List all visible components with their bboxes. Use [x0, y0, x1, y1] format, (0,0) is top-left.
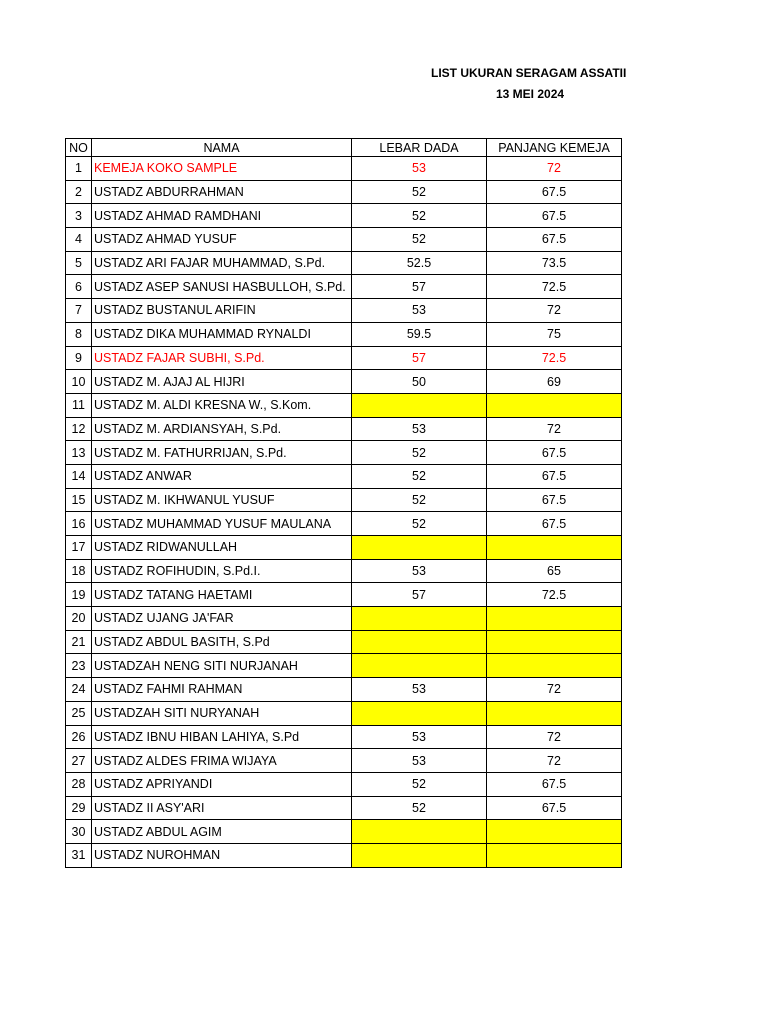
cell-lebar-dada: 53 [352, 678, 487, 702]
cell-panjang-kemeja [487, 654, 622, 678]
table-row [66, 678, 622, 702]
cell-panjang-kemeja: 72 [487, 157, 622, 181]
cell-lebar-dada: 52 [352, 228, 487, 252]
cell-nama: USTADZ ABDURRAHMAN [92, 180, 352, 204]
cell-lebar-dada: 53 [352, 725, 487, 749]
cell-no: 24 [66, 678, 92, 702]
cell-lebar-dada: 52 [352, 772, 487, 796]
cell-no: 16 [66, 512, 92, 536]
cell-lebar-dada [352, 393, 487, 417]
table-row [66, 417, 622, 441]
cell-no: 12 [66, 417, 92, 441]
cell-no: 8 [66, 322, 92, 346]
cell-panjang-kemeja: 72 [487, 299, 622, 323]
table-row [66, 536, 622, 560]
cell-no: 25 [66, 701, 92, 725]
cell-lebar-dada: 52 [352, 441, 487, 465]
cell-lebar-dada: 53 [352, 417, 487, 441]
cell-nama: KEMEJA KOKO SAMPLE [92, 157, 352, 181]
cell-panjang-kemeja [487, 536, 622, 560]
cell-lebar-dada: 52.5 [352, 251, 487, 275]
table-row [66, 749, 622, 773]
cell-no: 18 [66, 559, 92, 583]
header-panjang-kemeja: PANJANG KEMEJA [487, 139, 622, 157]
table-row [66, 512, 622, 536]
table-row [66, 275, 622, 299]
cell-no: 6 [66, 275, 92, 299]
cell-lebar-dada [352, 654, 487, 678]
cell-nama: USTADZ FAJAR SUBHI, S.Pd. [92, 346, 352, 370]
cell-nama: USTADZ ABDUL BASITH, S.Pd [92, 630, 352, 654]
header-nama: NAMA [92, 139, 352, 157]
cell-nama: USTADZ IBNU HIBAN LAHIYA, S.Pd [92, 725, 352, 749]
cell-no: 1 [66, 157, 92, 181]
table-row [66, 393, 622, 417]
table-body [66, 157, 622, 868]
cell-no: 29 [66, 796, 92, 820]
cell-panjang-kemeja: 75 [487, 322, 622, 346]
cell-nama: USTADZ ARI FAJAR MUHAMMAD, S.Pd. [92, 251, 352, 275]
cell-no: 14 [66, 464, 92, 488]
table-row [66, 772, 622, 796]
cell-lebar-dada: 52 [352, 488, 487, 512]
cell-panjang-kemeja: 67.5 [487, 488, 622, 512]
uniform-size-table [65, 138, 622, 868]
cell-panjang-kemeja: 67.5 [487, 464, 622, 488]
cell-nama: USTADZ ROFIHUDIN, S.Pd.I. [92, 559, 352, 583]
table-row [66, 228, 622, 252]
cell-panjang-kemeja [487, 607, 622, 631]
cell-no: 27 [66, 749, 92, 773]
cell-no: 17 [66, 536, 92, 560]
cell-nama: USTADZ UJANG JA'FAR [92, 607, 352, 631]
cell-lebar-dada: 50 [352, 370, 487, 394]
document-title [430, 66, 630, 102]
cell-panjang-kemeja: 72 [487, 678, 622, 702]
table-row [66, 441, 622, 465]
table-row [66, 370, 622, 394]
header-no: NO [66, 139, 92, 157]
cell-no: 26 [66, 725, 92, 749]
cell-panjang-kemeja: 69 [487, 370, 622, 394]
table-row [66, 464, 622, 488]
title-line-1: LIST UKURAN SERAGAM ASSATII [431, 66, 627, 80]
cell-lebar-dada: 52 [352, 180, 487, 204]
table-header [66, 139, 622, 157]
header-row [66, 139, 622, 157]
cell-lebar-dada: 52 [352, 464, 487, 488]
cell-lebar-dada: 53 [352, 299, 487, 323]
table-row [66, 654, 622, 678]
cell-panjang-kemeja: 67.5 [487, 180, 622, 204]
cell-panjang-kemeja [487, 843, 622, 867]
cell-no: 4 [66, 228, 92, 252]
cell-no: 30 [66, 820, 92, 844]
cell-no: 11 [66, 393, 92, 417]
cell-lebar-dada: 57 [352, 275, 487, 299]
cell-nama: USTADZ NUROHMAN [92, 843, 352, 867]
table-row [66, 725, 622, 749]
table-row [66, 796, 622, 820]
cell-panjang-kemeja [487, 630, 622, 654]
cell-lebar-dada [352, 820, 487, 844]
cell-panjang-kemeja: 67.5 [487, 772, 622, 796]
cell-lebar-dada: 52 [352, 512, 487, 536]
cell-panjang-kemeja: 65 [487, 559, 622, 583]
cell-panjang-kemeja [487, 820, 622, 844]
cell-nama: USTADZ DIKA MUHAMMAD RYNALDI [92, 322, 352, 346]
cell-panjang-kemeja: 72 [487, 417, 622, 441]
cell-nama: USTADZ ANWAR [92, 464, 352, 488]
cell-nama: USTADZ M. ALDI KRESNA W., S.Kom. [92, 393, 352, 417]
cell-no: 3 [66, 204, 92, 228]
cell-panjang-kemeja: 67.5 [487, 204, 622, 228]
cell-no: 7 [66, 299, 92, 323]
cell-nama: USTADZAH NENG SITI NURJANAH [92, 654, 352, 678]
table-row [66, 559, 622, 583]
cell-no: 9 [66, 346, 92, 370]
cell-panjang-kemeja: 67.5 [487, 441, 622, 465]
cell-nama: USTADZ M. ARDIANSYAH, S.Pd. [92, 417, 352, 441]
cell-panjang-kemeja: 67.5 [487, 512, 622, 536]
cell-nama: USTADZ RIDWANULLAH [92, 536, 352, 560]
cell-nama: USTADZ M. FATHURRIJAN, S.Pd. [92, 441, 352, 465]
cell-no: 23 [66, 654, 92, 678]
cell-no: 5 [66, 251, 92, 275]
cell-no: 28 [66, 772, 92, 796]
table-row [66, 583, 622, 607]
title-date: 13 MEI 2024 [496, 87, 565, 101]
table-row [66, 346, 622, 370]
cell-panjang-kemeja: 67.5 [487, 796, 622, 820]
cell-panjang-kemeja [487, 393, 622, 417]
cell-nama: USTADZ M. AJAJ AL HIJRI [92, 370, 352, 394]
cell-panjang-kemeja [487, 701, 622, 725]
table-row [66, 630, 622, 654]
cell-lebar-dada [352, 843, 487, 867]
cell-lebar-dada: 53 [352, 749, 487, 773]
cell-no: 2 [66, 180, 92, 204]
cell-lebar-dada: 57 [352, 346, 487, 370]
table-row [66, 322, 622, 346]
table-row [66, 157, 622, 181]
cell-lebar-dada [352, 536, 487, 560]
cell-no: 20 [66, 607, 92, 631]
table-row [66, 180, 622, 204]
cell-nama: USTADZ AHMAD RAMDHANI [92, 204, 352, 228]
cell-lebar-dada: 52 [352, 204, 487, 228]
cell-lebar-dada: 53 [352, 157, 487, 181]
cell-panjang-kemeja: 72.5 [487, 346, 622, 370]
table-row [66, 251, 622, 275]
cell-panjang-kemeja: 72.5 [487, 583, 622, 607]
cell-nama: USTADZ ALDES FRIMA WIJAYA [92, 749, 352, 773]
cell-no: 19 [66, 583, 92, 607]
cell-panjang-kemeja: 72 [487, 749, 622, 773]
cell-nama: USTADZ AHMAD YUSUF [92, 228, 352, 252]
cell-no: 31 [66, 843, 92, 867]
table-row [66, 607, 622, 631]
cell-no: 13 [66, 441, 92, 465]
cell-lebar-dada [352, 701, 487, 725]
cell-panjang-kemeja: 72 [487, 725, 622, 749]
cell-nama: USTADZ APRIYANDI [92, 772, 352, 796]
cell-lebar-dada: 53 [352, 559, 487, 583]
cell-lebar-dada: 52 [352, 796, 487, 820]
cell-panjang-kemeja: 73.5 [487, 251, 622, 275]
cell-no: 15 [66, 488, 92, 512]
cell-nama: USTADZ ASEP SANUSI HASBULLOH, S.Pd. [92, 275, 352, 299]
cell-nama: USTADZ II ASY'ARI [92, 796, 352, 820]
cell-no: 21 [66, 630, 92, 654]
cell-nama: USTADZ BUSTANUL ARIFIN [92, 299, 352, 323]
cell-nama: USTADZAH SITI NURYANAH [92, 701, 352, 725]
cell-lebar-dada: 59.5 [352, 322, 487, 346]
cell-panjang-kemeja: 72.5 [487, 275, 622, 299]
table-row [66, 843, 622, 867]
cell-nama: USTADZ MUHAMMAD YUSUF MAULANA [92, 512, 352, 536]
table-row [66, 488, 622, 512]
cell-nama: USTADZ ABDUL AGIM [92, 820, 352, 844]
cell-nama: USTADZ M. IKHWANUL YUSUF [92, 488, 352, 512]
cell-lebar-dada [352, 607, 487, 631]
cell-lebar-dada: 57 [352, 583, 487, 607]
header-lebar-dada: LEBAR DADA [352, 139, 487, 157]
cell-panjang-kemeja: 67.5 [487, 228, 622, 252]
cell-nama: USTADZ TATANG HAETAMI [92, 583, 352, 607]
table-row [66, 204, 622, 228]
table-row [66, 820, 622, 844]
cell-no: 10 [66, 370, 92, 394]
table-row [66, 701, 622, 725]
cell-lebar-dada [352, 630, 487, 654]
cell-nama: USTADZ FAHMI RAHMAN [92, 678, 352, 702]
table-row [66, 299, 622, 323]
